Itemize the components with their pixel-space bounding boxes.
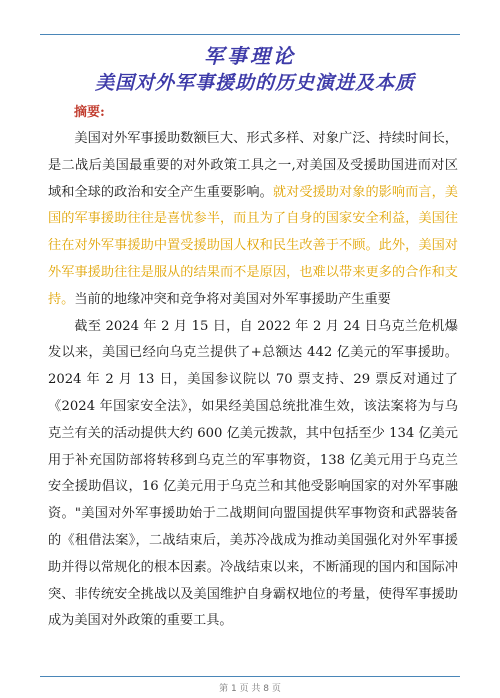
top-rule bbox=[40, 34, 460, 35]
page-number: 第 1 页 共 8 页 bbox=[219, 684, 281, 694]
highlighted-text: 就对受援助对象的影响而言，美国的军事援助往往是喜忧参半，而且为了自身的国家安全利益，美国往往在对外军事援助中置受援助国人权和民生改善于不顾。此外，美国对外军事援助往往是服从的结果而不是原因，也难以带来更多的合作和支持。 bbox=[48, 184, 458, 307]
abstract-label: 摘要: bbox=[74, 105, 105, 120]
abstract-text-end: 当前的地缘冲突和竞争将对美国对外军事援助产生重要 bbox=[74, 291, 391, 307]
page-title: 军事理论 bbox=[204, 44, 296, 68]
body-paragraph: 截至 2024 年 2 月 15 日，自 2022 年 2 月 24 日乌克兰危机爆发以来，美国已经向乌克兰提供了+总额达 442 亿美元的军事援助。2024 年 2 月 13 日，美国参议院以 70 票支持、29 票反对通过了《2024 年国家安全法》，如果经美国总统批准生效，该法案将为与乌克兰有关的活动提供大约 600 亿美元拨款，其中包括至少 134 亿美元用于补充国防部将转移到乌克兰的军事物资，138 亿美元用于乌克兰安全援助倡议，16 亿美元用于乌克兰和其他受影响国家的对外军事融资。"美国对外军事援助始于二战期间向盟国提供军事物资和武器装备的《租借法案》，二战结束后，美苏冷战成为推动美国强化对外军事援助并得以常规化的根本因素。冷战结束以来，不断涌现的国内和国际冲突、非传统安全挑战以及美国维护自身霸权地位的考量，使得军事援助成为美国对外政策的重要工具。 bbox=[48, 318, 458, 629]
document-body bbox=[48, 126, 458, 635]
bottom-rule bbox=[40, 676, 460, 677]
abstract-text-start: 美国对外军事援助数额巨大、形式多样、对象广泛、持续时间长，是二战后美国最重要的对外政策工具之一,对美国及受援助国进而对区域和全球的政治和安全产生重要影响。 bbox=[48, 131, 458, 200]
article-title: 美国对外军事援助的历史演进及本质 bbox=[94, 72, 415, 94]
abstract-paragraph bbox=[48, 126, 458, 314]
